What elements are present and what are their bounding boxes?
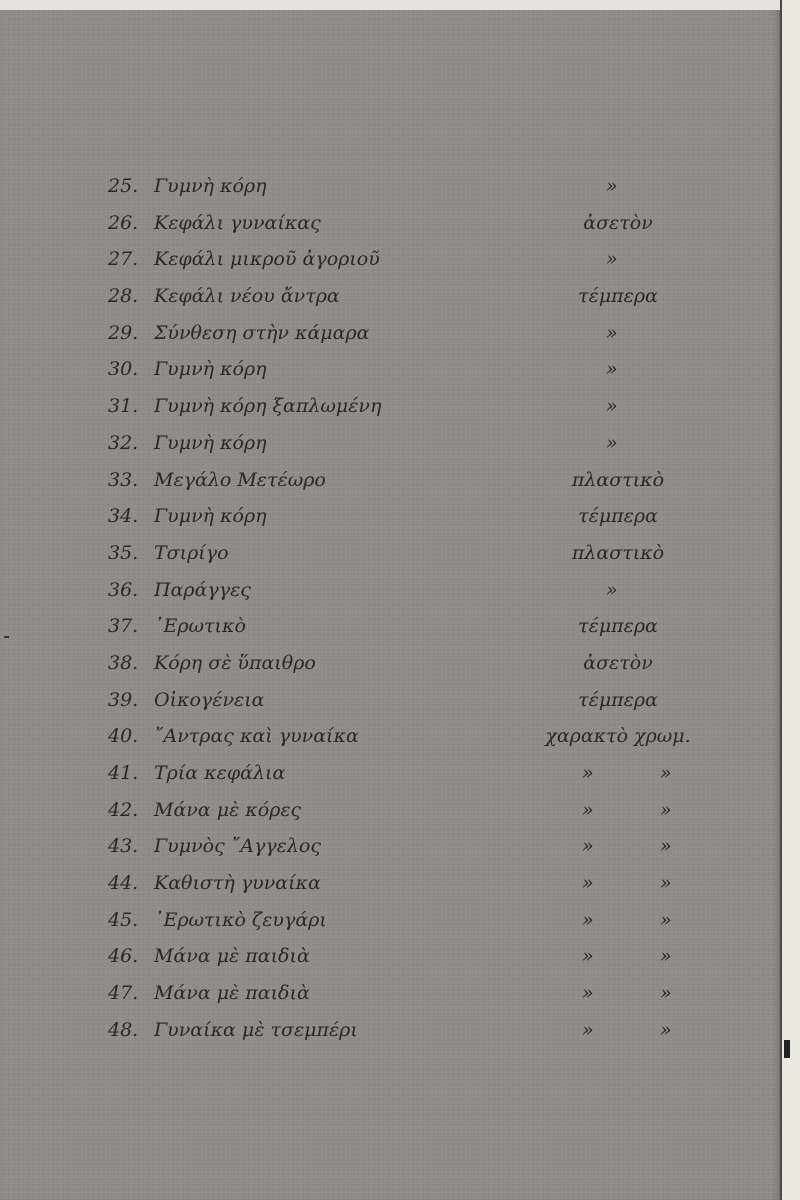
page-edge bbox=[780, 0, 800, 1200]
entry-number: 29. bbox=[108, 321, 139, 344]
list-item bbox=[108, 539, 708, 576]
entry-number: 31. bbox=[108, 395, 139, 418]
page-top-border bbox=[0, 0, 780, 10]
entry-title: Μάνα μὲ παιδιὰ bbox=[154, 982, 310, 1005]
list-item bbox=[108, 942, 708, 979]
entry-medium-ditto: » bbox=[660, 1018, 672, 1041]
entry-medium-ditto: » bbox=[582, 908, 594, 931]
entry-medium-ditto: » bbox=[582, 872, 594, 895]
entry-medium-ditto: » bbox=[606, 395, 618, 418]
entry-title: Κεφάλι γυναίκας bbox=[154, 211, 321, 234]
entry-number: 35. bbox=[108, 541, 139, 564]
entry-medium-ditto: » bbox=[660, 872, 672, 895]
entry-number: 33. bbox=[108, 468, 139, 491]
entry-number: 37. bbox=[108, 615, 139, 638]
list-item bbox=[108, 649, 708, 686]
entry-title: Σύνθεση στὴν κάμαρα bbox=[154, 321, 370, 344]
list-item bbox=[108, 1016, 708, 1053]
entry-medium-ditto: » bbox=[660, 835, 672, 858]
entry-medium-ditto: » bbox=[582, 798, 594, 821]
list-item bbox=[108, 759, 708, 796]
entry-medium-ditto: » bbox=[582, 1018, 594, 1041]
entry-title: Παράγγες bbox=[154, 578, 251, 601]
list-item bbox=[108, 796, 708, 833]
entry-medium-ditto: » bbox=[582, 762, 594, 784]
list-item bbox=[108, 906, 708, 943]
entry-medium-ditto: » bbox=[606, 358, 618, 381]
entry-number: 36. bbox=[108, 578, 139, 601]
edge-mark bbox=[784, 1040, 790, 1058]
entry-medium-ditto: » bbox=[660, 762, 672, 784]
entry-number: 32. bbox=[108, 431, 139, 454]
entry-title: Γυμνὴ κόρη bbox=[154, 175, 267, 197]
entry-medium: ἀσετὸν bbox=[583, 651, 653, 674]
list-item bbox=[108, 355, 708, 392]
entry-medium-ditto: » bbox=[582, 835, 594, 858]
entry-number: 46. bbox=[108, 945, 139, 968]
entry-number: 41. bbox=[108, 762, 139, 784]
list-item bbox=[108, 429, 708, 466]
entry-medium-ditto: » bbox=[660, 982, 672, 1005]
entry-medium-ditto: » bbox=[582, 982, 594, 1005]
entry-title: Οἰκογένεια bbox=[154, 688, 265, 711]
entry-medium: πλαστικὸ bbox=[571, 468, 665, 491]
entry-number: 38. bbox=[108, 651, 139, 674]
list-item bbox=[108, 392, 708, 429]
entry-title: ῎Αντρας καὶ γυναίκα bbox=[154, 725, 359, 748]
list-item bbox=[108, 172, 708, 209]
entry-number: 47. bbox=[108, 982, 139, 1005]
entry-number: 34. bbox=[108, 505, 139, 528]
entry-title: ᾿Ερωτικὸ bbox=[154, 615, 246, 638]
entry-title: Τσιρίγο bbox=[154, 541, 229, 564]
list-item bbox=[108, 282, 708, 319]
entry-medium: ἀσετὸν bbox=[583, 211, 653, 234]
list-item bbox=[108, 245, 708, 282]
list-item bbox=[108, 502, 708, 539]
entry-title: Κόρη σὲ ὕπαιθρο bbox=[154, 651, 316, 674]
list-item bbox=[108, 686, 708, 723]
entry-medium-ditto: » bbox=[606, 578, 618, 601]
entry-title: ᾿Ερωτικὸ ζευγάρι bbox=[154, 908, 327, 931]
entry-number: 28. bbox=[108, 285, 139, 308]
list-item bbox=[108, 209, 708, 246]
entry-medium: τέμπερα bbox=[578, 505, 658, 528]
list-item bbox=[108, 319, 708, 356]
entry-medium-ditto: » bbox=[660, 945, 672, 968]
entry-medium: τέμπερα bbox=[578, 285, 658, 308]
list-item bbox=[108, 832, 708, 869]
entry-title: Γυναίκα μὲ τσεμπέρι bbox=[154, 1018, 358, 1041]
entry-medium-ditto: » bbox=[606, 175, 618, 197]
entry-medium: πλαστικὸ bbox=[571, 541, 665, 564]
entry-number: 30. bbox=[108, 358, 139, 381]
entry-title: Γυμνὸς ῎Αγγελος bbox=[154, 835, 322, 858]
entry-title: Γυμνὴ κόρη bbox=[154, 358, 267, 381]
entry-number: 42. bbox=[108, 798, 139, 821]
entry-number: 48. bbox=[108, 1018, 139, 1041]
list-item bbox=[108, 612, 708, 649]
entry-title: Τρία κεφάλια bbox=[154, 762, 286, 784]
list-item bbox=[108, 722, 708, 759]
entry-medium-ditto: » bbox=[660, 798, 672, 821]
entry-medium-ditto: » bbox=[606, 321, 618, 344]
artwork-list bbox=[108, 172, 708, 1053]
entry-medium-ditto: » bbox=[606, 248, 618, 271]
entry-number: 44. bbox=[108, 872, 139, 895]
list-item bbox=[108, 869, 708, 906]
entry-number: 26. bbox=[108, 211, 139, 234]
list-item bbox=[108, 576, 708, 613]
list-item bbox=[108, 979, 708, 1016]
entry-title: Κεφάλι νέου ἄντρα bbox=[154, 285, 340, 308]
entry-number: 25. bbox=[108, 175, 139, 197]
entry-medium: χαρακτὸ χρωμ. bbox=[545, 725, 691, 748]
entry-medium-ditto: » bbox=[660, 908, 672, 931]
entry-number: 43. bbox=[108, 835, 139, 858]
entry-title: Μεγάλο Μετέωρο bbox=[154, 468, 326, 491]
entry-title: Κεφάλι μικροῦ ἀγοριοῦ bbox=[154, 248, 380, 271]
entry-medium-ditto: » bbox=[606, 431, 618, 454]
entry-title: Γυμνὴ κόρη bbox=[154, 505, 267, 528]
list-item bbox=[108, 466, 708, 503]
entry-number: 45. bbox=[108, 908, 139, 931]
stray-ink-mark bbox=[4, 636, 9, 638]
entry-medium-ditto: » bbox=[582, 945, 594, 968]
entry-title: Γυμνὴ κόρη bbox=[154, 431, 267, 454]
entry-title: Μάνα μὲ παιδιὰ bbox=[154, 945, 310, 968]
entry-title: Γυμνὴ κόρη ξαπλωμένη bbox=[154, 395, 382, 418]
entry-medium: τέμπερα bbox=[578, 688, 658, 711]
entry-title: Καθιστὴ γυναίκα bbox=[154, 872, 321, 895]
entry-number: 27. bbox=[108, 248, 139, 271]
entry-number: 39. bbox=[108, 688, 139, 711]
entry-number: 40. bbox=[108, 725, 139, 748]
entry-title: Μάνα μὲ κόρες bbox=[154, 798, 302, 821]
entry-medium: τέμπερα bbox=[578, 615, 658, 638]
